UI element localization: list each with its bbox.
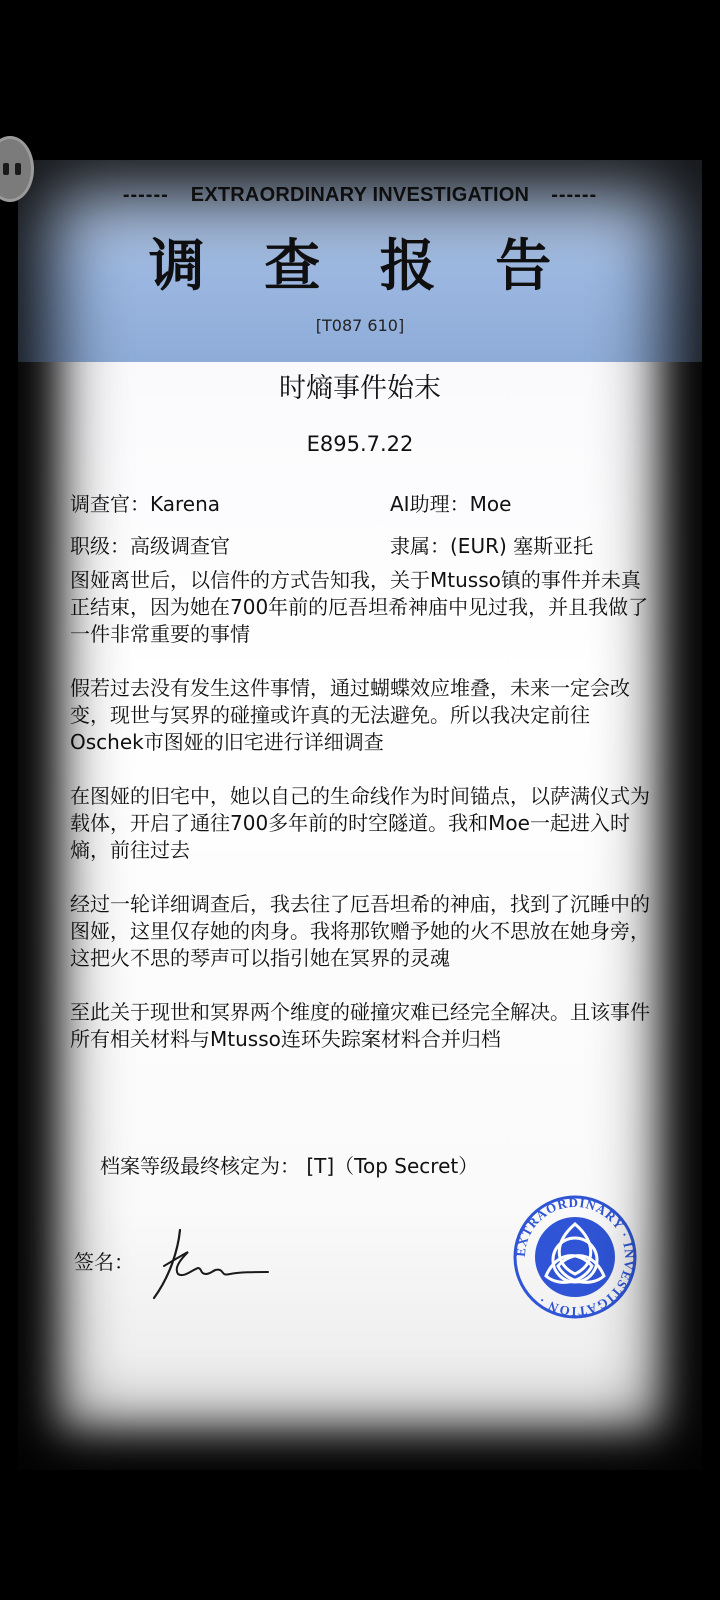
- eyebrow-heading: [18, 184, 702, 207]
- paragraph: 至此关于现世和冥界两个维度的碰撞灾难已经完全解决。且该事件所有相关材料与Mtusso连环失踪案材料合并归档: [70, 1000, 650, 1051]
- classification-line: 档案等级最终核定为： [T]（Top Secret）: [100, 1154, 479, 1178]
- paragraph: 在图娅的旧宅中，她以自己的生命线作为时间锚点，以萨满仪式为载体，开启了通往700多年前的时空隧道。我和Moe一起进入时熵，前往过去: [70, 784, 650, 862]
- paragraph: 经过一轮详细调查后，我去往了厄吾坦希的神庙，找到了沉睡中的图娅，这里仅存她的肉身。我将那钦赠予她的火不思放在她身旁，这把火不思的琴声可以指引她在冥界的灵魂: [70, 892, 650, 970]
- paragraph: 图娅离世后，以信件的方式告知我，关于Mtusso镇的事件并未真正结束，因为她在700年前的厄吾坦希神庙中见过我，并且我做了一件非常重要的事情: [70, 568, 649, 646]
- eye-icon: [3, 163, 9, 175]
- investigation-seal: [512, 1194, 638, 1320]
- report-subject: 时熵事件始末: [279, 373, 441, 404]
- eye-icon: [15, 163, 21, 175]
- report-body: [70, 567, 650, 1080]
- rank-field: 职级：高级调查官: [70, 534, 230, 558]
- signature-label: 签名：: [74, 1250, 134, 1274]
- report-code: [T087 610]: [315, 316, 405, 335]
- affiliation-field: 隶属：(EUR) 塞斯亚托: [390, 534, 594, 558]
- signature-scribble: [144, 1224, 274, 1304]
- report-title: 调 查 报 告: [148, 234, 572, 299]
- report-document: [18, 160, 702, 1470]
- assistant-field: AI助理：Moe: [390, 492, 512, 516]
- eyebrow-dash-right: ------: [551, 184, 598, 206]
- report-date: E895.7.22: [306, 432, 414, 456]
- seal-text: EXTRAORDINARY · INVESTIGATION ·: [512, 1194, 638, 1320]
- paragraph: 假若过去没有发生这件事情，通过蝴蝶效应堆叠，未来一定会改变，现世与冥界的碰撞或许真的无法避免。所以我决定前往Oschek市图娅的旧宅进行详细调查: [70, 676, 630, 754]
- eyebrow-dash-left: ------: [122, 184, 169, 206]
- eyebrow-text: EXTRAORDINARY INVESTIGATION: [190, 184, 530, 206]
- investigator-field: 调查官：Karena: [70, 492, 221, 516]
